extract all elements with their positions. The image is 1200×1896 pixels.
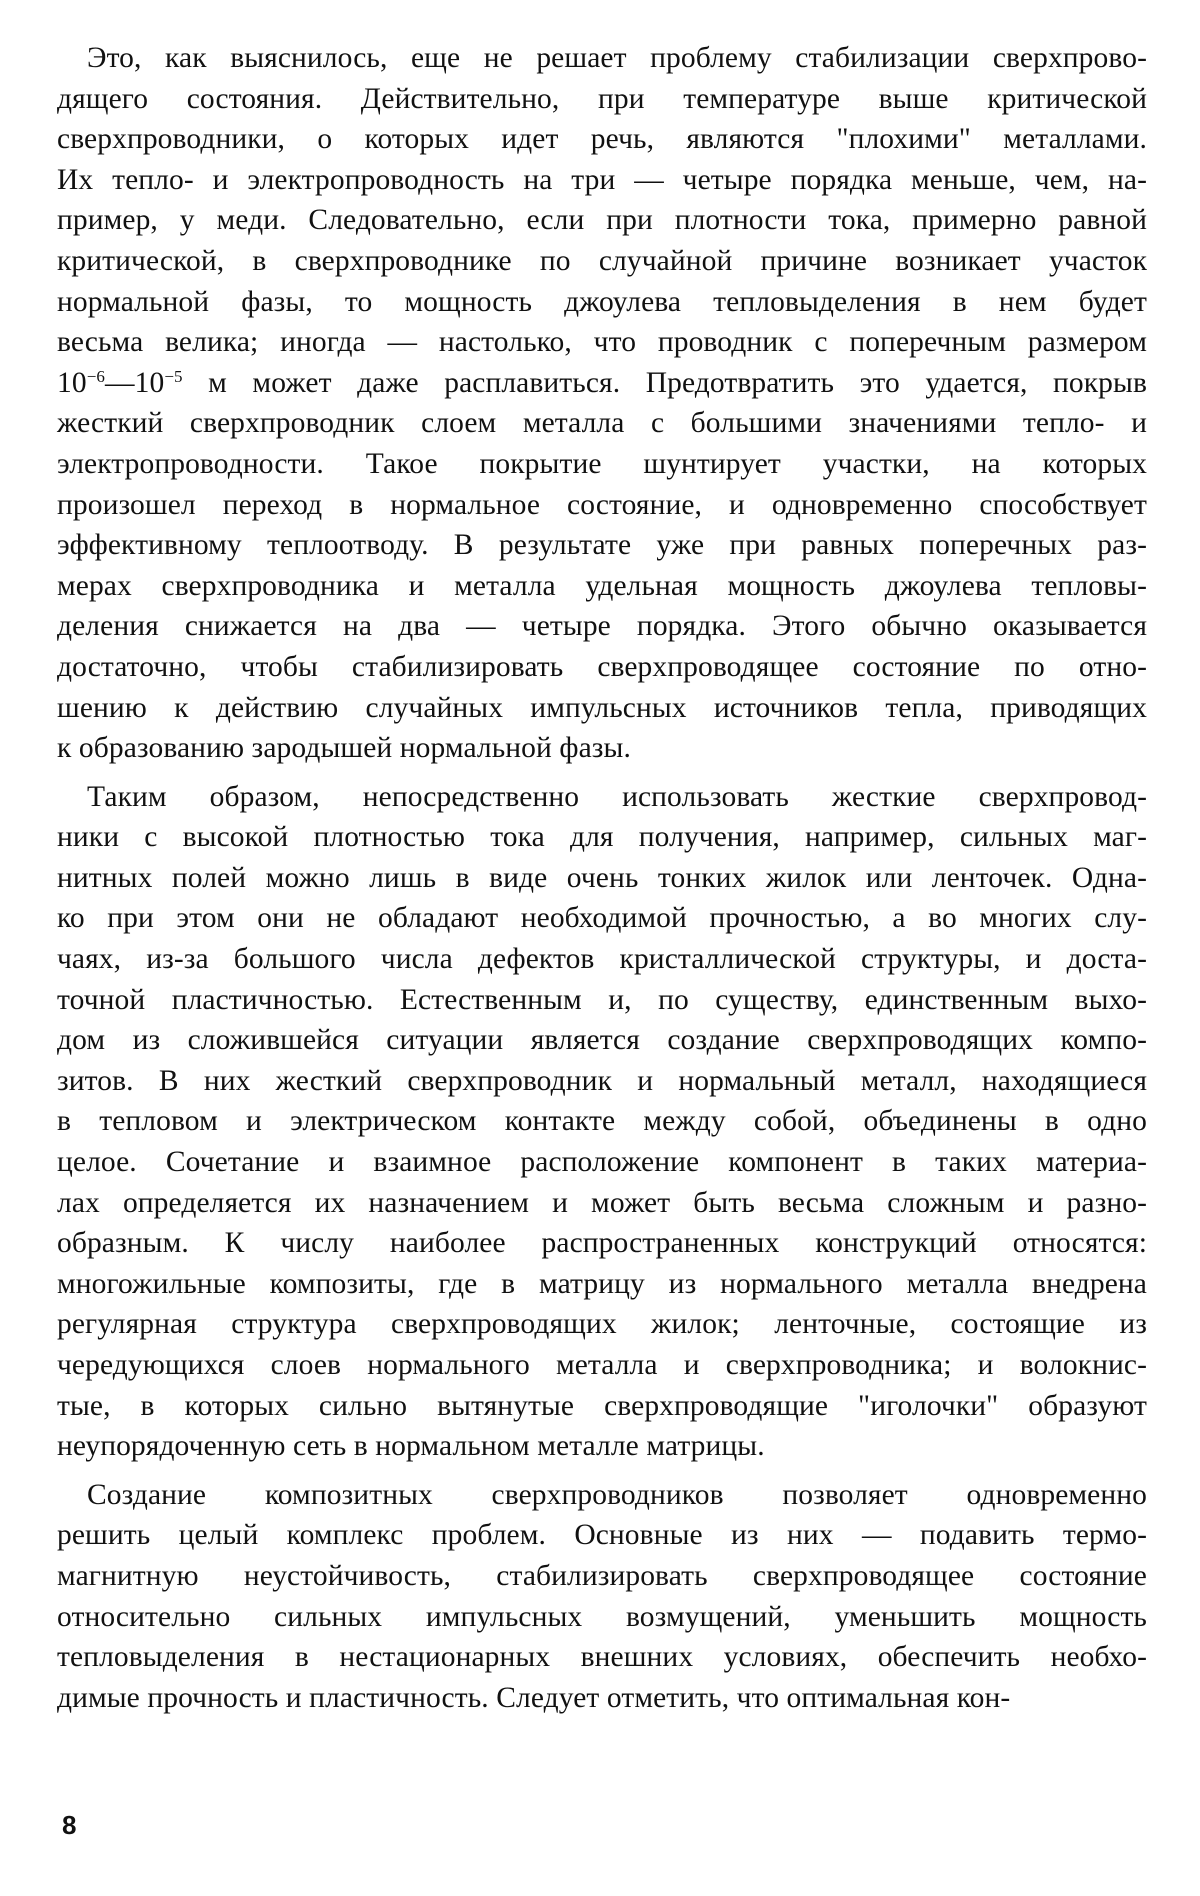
text-line: ники с высокой плотностью тока для получения, например, сильных маг- (57, 821, 1147, 854)
paragraph (57, 777, 1147, 1467)
text-line: мерах сверхпроводника и металла удельная мощность джоулева тепловы- (57, 569, 1147, 602)
text-line: тепловыделения в нестационарных внешних условиях, обеспечить необхо- (57, 1641, 1147, 1674)
text-line: точной пластичностью. Естественным и, по существу, единственным выхо- (57, 983, 1147, 1016)
text-line: $10^{-6}—10^{-5}$ м может даже расплавиться. Предотвратить это удается, покрыв (57, 366, 1147, 399)
text-line: пример, у меди. Следовательно, если при плотности тока, примерно равной (57, 204, 1147, 237)
page-body (57, 38, 1147, 1718)
text-line: эффективному теплоотводу. В результате уже при равных поперечных раз- (57, 529, 1147, 562)
paragraph (57, 1475, 1147, 1719)
text-line: регулярная структура сверхпроводящих жилок; ленточные, состоящие из (57, 1308, 1147, 1341)
text-line: образным. К числу наиболее распространенных конструкций относятся: (57, 1227, 1147, 1260)
text-line: Их тепло- и электропроводность на три — четыре порядка меньше, чем, на- (57, 163, 1147, 196)
text-line: жесткий сверхпроводник слоем металла с большими значениями тепло- и (57, 407, 1147, 440)
text-line: критической, в сверхпроводнике по случайной причине возникает участок (57, 244, 1147, 277)
text-line: достаточно, чтобы стабилизировать сверхпроводящее состояние по отно- (57, 650, 1147, 683)
text-line: магнитную неустойчивость, стабилизировать сверхпроводящее состояние (57, 1559, 1147, 1592)
exponent-expression: $10^{-6}—10^{-5}$ (57, 366, 183, 399)
text-line: к образованию зародышей нормальной фазы. (57, 732, 631, 765)
text-line: деления снижается на два — четыре порядка. Этого обычно оказывается (57, 610, 1147, 643)
text-line: целое. Сочетание и взаимное расположение компонент в таких материа- (57, 1146, 1147, 1179)
text-line: Таким образом, непосредственно использовать жесткие сверхпровод- (87, 780, 1147, 813)
text-line: многожильные композиты, где в матрицу из нормального металла внедрена (57, 1267, 1147, 1300)
text-line: дом из сложившейся ситуации является создание сверхпроводящих компо- (57, 1024, 1147, 1057)
text-line: нитных полей можно лишь в виде очень тонких жилок или ленточек. Одна- (57, 861, 1147, 894)
text-line: решить целый комплекс проблем. Основные из них — подавить термо- (57, 1519, 1147, 1552)
text-line: чередующихся слоев нормального металла и сверхпроводника; и волокнис- (57, 1349, 1147, 1381)
text-line: нормальной фазы, то мощность джоулева тепловыделения в нем будет (57, 285, 1147, 318)
page-number: 8 (62, 1810, 77, 1840)
text-line: электропроводности. Такое покрытие шунтирует участки, на которых (57, 447, 1147, 480)
text-line: сверхпроводники, о которых идет речь, являются "плохими" металлами. (57, 123, 1147, 156)
text-line: дящего состояния. Действительно, при температуре выше критической (57, 82, 1147, 115)
text-line: димые прочность и пластичность. Следует отметить, что оптимальная кон- (57, 1681, 1011, 1714)
text-line: Создание композитных сверхпроводников позволяет одновременно (87, 1478, 1147, 1511)
text-line: тые, в которых сильно вытянутые сверхпроводящие "иголочки" образуют (57, 1389, 1147, 1422)
text-line: произошел переход в нормальное состояние, и одновременно способствует (57, 488, 1147, 521)
text-line: весьма велика; иногда — настолько, что проводник с поперечным размером (57, 326, 1147, 359)
text-line: неупорядоченную сеть в нормальном металле матрицы. (57, 1430, 765, 1463)
text-line: относительно сильных импульсных возмущений, уменьшить мощность (57, 1600, 1147, 1633)
text-line: шению к действию случайных импульсных источников тепла, приводящих (57, 691, 1147, 724)
text-line: лах определяется их назначением и может быть весьма сложным и разно- (57, 1186, 1147, 1219)
text-line: ко при этом они не обладают необходимой прочностью, а во многих слу- (57, 902, 1147, 935)
text-body (57, 38, 1147, 1718)
paragraph (57, 38, 1147, 769)
text-line: в тепловом и электрическом контакте между собой, объединены в одно (57, 1105, 1147, 1138)
text-line: Это, как выяснилось, еще не решает проблему стабилизации сверхпрово- (87, 42, 1147, 74)
text-line: зитов. В них жесткий сверхпроводник и нормальный металл, находящиеся (57, 1064, 1147, 1097)
text-line: чаях, из-за большого числа дефектов кристаллической структуры, и доста- (57, 943, 1147, 976)
